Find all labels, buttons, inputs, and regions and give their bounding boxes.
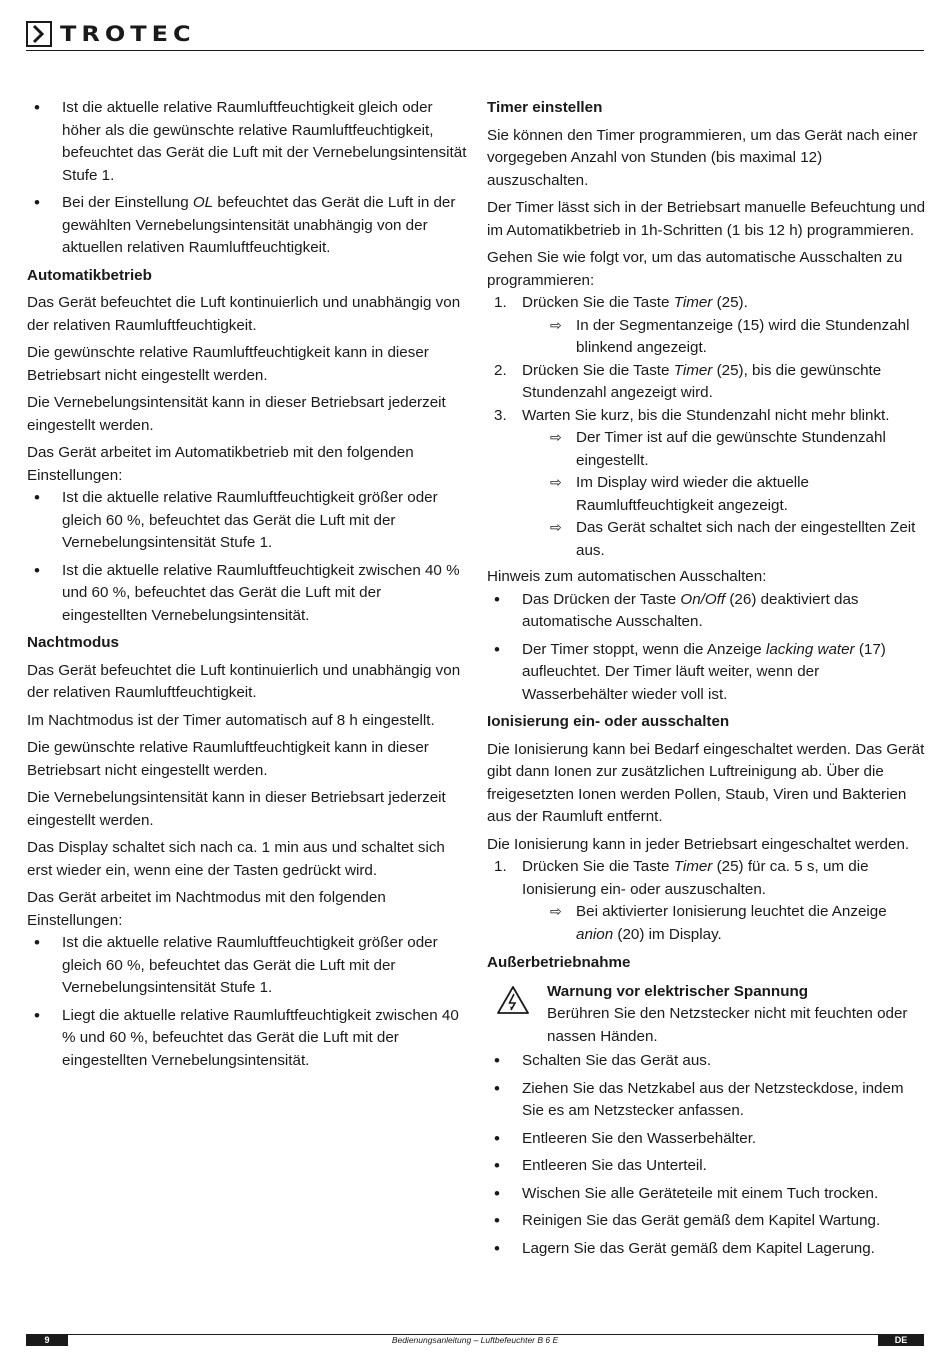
shutdown-bullet-list bbox=[487, 1050, 927, 1260]
logo-chevron-icon bbox=[26, 21, 52, 47]
list-item: • Ziehen Sie das Netzkabel aus der Netzsteckdose, indem Sie es am Netzstecker anfassen. bbox=[487, 1078, 927, 1123]
list-item: • Ist die aktuelle relative Raumluftfeuchtigkeit zwischen 40 % und 60 %, befeuchtet das Gerät die Luft mit der eingestellten Vernebelungsintensität. bbox=[27, 560, 467, 628]
automatik-bullet-list bbox=[27, 487, 467, 627]
result-arrow-icon: ⇨ bbox=[550, 520, 562, 536]
step-result: ⇨ Im Display wird wieder die aktuelle Raumluftfeuchtigkeit angezeigt. bbox=[550, 474, 809, 514]
timer-note-list bbox=[487, 589, 927, 707]
list-item: • Reinigen Sie das Gerät gemäß dem Kapitel Wartung. bbox=[487, 1210, 927, 1233]
paragraph: Das Gerät arbeitet im Automatikbetrieb mit den folgenden Einstellungen: bbox=[27, 444, 414, 484]
result-arrow-icon: ⇨ bbox=[550, 317, 562, 334]
intro-bullet-list bbox=[27, 97, 467, 260]
warning-title: Warnung vor elektrischer Spannung bbox=[547, 982, 809, 1000]
list-item: • Entleeren Sie den Wasserbehälter. bbox=[487, 1128, 927, 1151]
step-result: ⇨ Bei aktivierter Ionisierung leuchtet die Anzeige anion (20) im Display. bbox=[550, 903, 887, 943]
paragraph: Die gewünschte relative Raumluftfeuchtigkeit kann in dieser Betriebsart nicht eingestellt werden. bbox=[27, 344, 429, 384]
paragraph: Die Ionisierung kann in jeder Betriebsart eingeschaltet werden. bbox=[487, 835, 910, 853]
page-footer bbox=[26, 1334, 924, 1346]
right-column bbox=[487, 97, 927, 1265]
paragraph: Im Nachtmodus ist der Timer automatisch auf 8 h eingestellt. bbox=[27, 711, 435, 729]
section-heading-automatik: Automatikbetrieb bbox=[27, 266, 152, 284]
paragraph: Das Gerät arbeitet im Nachtmodus mit den folgenden Einstellungen: bbox=[27, 889, 386, 929]
paragraph: Hinweis zum automatischen Ausschalten: bbox=[487, 568, 767, 585]
list-item: • Schalten Sie das Gerät aus. bbox=[487, 1050, 927, 1073]
footer-title: Bedienungsanleitung – Luftbefeuchter B 6 E bbox=[391, 1335, 559, 1345]
list-item: • Ist die aktuelle relative Raumluftfeuchtigkeit größer oder gleich 60 %, befeuchtet das Gerät die Luft mit der Vernebelungsintensität Stufe 1. bbox=[27, 487, 467, 555]
paragraph: Die gewünschte relative Raumluftfeuchtigkeit kann in dieser Betriebsart nicht eingestellt werden. bbox=[27, 739, 429, 779]
section-heading-ionisierung: Ionisierung ein- oder ausschalten bbox=[487, 713, 730, 730]
header-rule bbox=[26, 50, 924, 51]
step-result: ⇨ Der Timer ist auf die gewünschte Stundenzahl eingestellt. bbox=[550, 429, 886, 469]
result-arrow-icon: ⇨ bbox=[550, 904, 562, 920]
paragraph: Sie können den Timer programmieren, um das Gerät nach einer vorgegeben Anzahl von Stunden (bis maximal 12) auszuschalten. bbox=[487, 126, 918, 189]
step-item: 2. Drücken Sie die Taste Timer (25), bis die gewünschte Stundenzahl angezeigt wird. bbox=[494, 361, 882, 401]
list-item: • Das Drücken der Taste On/Off (26) deaktiviert das automatische Ausschalten. bbox=[487, 589, 927, 634]
paragraph: Das Display schaltet sich nach ca. 1 min aus und schaltet sich erst wieder ein, wenn eine der Tasten gedrückt wird. bbox=[27, 839, 445, 879]
list-item: • Der Timer stoppt, wenn die Anzeige lacking water (17) aufleuchtet. Der Timer läuft weiter, wenn der Wasserbehälter wieder voll ist. bbox=[487, 639, 927, 707]
timer-steps bbox=[487, 292, 927, 562]
paragraph: Die Ionisierung kann bei Bedarf eingeschaltet werden. Das Gerät gibt dann Ionen zur zusätzlichen Luftreinigung ab. Über die freigesetzten Ionen werden Pollen, Staub, Viren und Bakterien aus der Raumluft entfernt. bbox=[487, 740, 925, 825]
warning-box bbox=[487, 981, 927, 1049]
paragraph: Die Vernebelungsintensität kann in dieser Betriebsart jederzeit eingestellt werden. bbox=[27, 789, 446, 829]
paragraph: Die Vernebelungsintensität kann in dieser Betriebsart jederzeit eingestellt werden. bbox=[27, 394, 446, 434]
left-column bbox=[27, 97, 467, 1077]
section-heading-nachtmodus: Nachtmodus bbox=[27, 634, 119, 651]
logo-text: TROTEC bbox=[60, 21, 196, 47]
list-item: • Wischen Sie alle Geräteteile mit einem Tuch trocken. bbox=[487, 1183, 927, 1206]
paragraph: Gehen Sie wie folgt vor, um das automatische Ausschalten zu programmieren: bbox=[487, 249, 903, 289]
section-heading-timer: Timer einstellen bbox=[487, 99, 603, 116]
electric-warning-icon bbox=[496, 985, 530, 1015]
warning-text: Berühren Sie den Netzstecker nicht mit feuchten oder nassen Händen. bbox=[547, 1005, 908, 1045]
paragraph: Das Gerät befeuchtet die Luft kontinuierlich und unabhängig von der relativen Raumluftfeuchtigkeit. bbox=[27, 661, 461, 701]
list-item: • Ist die aktuelle relative Raumluftfeuchtigkeit größer oder gleich 60 %, befeuchtet das Gerät die Luft mit der Vernebelungsintensität Stufe 1. bbox=[27, 932, 467, 1000]
step-item: 3. Warten Sie kurz, bis die Stundenzahl nicht mehr blinkt. ⇨ Der Timer ist auf die gewünschte Stundenzahl eingestellt. ⇨ Im Display wird wieder die aktuelle Raumluftfeuchtigkeit angezeigt. ⇨ Das Gerät schaltet sich nach der eingestellten Zeit aus. bbox=[487, 405, 927, 563]
step-item: 1. Drücken Sie die Taste Timer (25) für ca. 5 s, um die Ionisierung ein- oder auszuschalten. ⇨ Bei aktivierter Ionisierung leuchtet die Anzeige anion (20) im Display. bbox=[487, 856, 927, 946]
list-item: • Liegt die aktuelle relative Raumluftfeuchtigkeit zwischen 40 % und 60 %, befeuchtet das Gerät die Luft mit der eingestellten Vernebelungsintensität. bbox=[27, 1005, 467, 1073]
step-result: ⇨ In der Segmentanzeige (15) wird die Stundenzahl blinkend angezeigt. bbox=[550, 316, 910, 356]
page-header bbox=[26, 20, 924, 54]
language-badge: DE bbox=[878, 1335, 924, 1346]
paragraph: Das Gerät befeuchtet die Luft kontinuierlich und unabhängig von der relativen Raumluftfeuchtigkeit. bbox=[27, 294, 461, 334]
nachtmodus-bullet-list bbox=[27, 932, 467, 1072]
trotec-logo bbox=[26, 20, 196, 48]
list-item: • Bei der Einstellung OL befeuchtet das Gerät die Luft in der gewählten Vernebelungsintensität unabhängig von der aktuellen relativen Raumluftfeuchtigkeit. bbox=[27, 192, 467, 260]
list-item: • Lagern Sie das Gerät gemäß dem Kapitel Lagerung. bbox=[487, 1238, 927, 1261]
paragraph: Der Timer lässt sich in der Betriebsart manuelle Befeuchtung und im Automatikbetrieb in 1h-Schritten (1 bis 12 h) programmieren. bbox=[487, 199, 926, 239]
list-item: • Entleeren Sie das Unterteil. bbox=[487, 1155, 927, 1178]
step-item: 1. Drücken Sie die Taste Timer (25). ⇨ In der Segmentanzeige (15) wird die Stundenzahl blinkend angezeigt. bbox=[487, 292, 927, 360]
step-result: ⇨ Das Gerät schaltet sich nach der eingestellten Zeit aus. bbox=[550, 519, 916, 559]
list-item: • Ist die aktuelle relative Raumluftfeuchtigkeit gleich oder höher als die gewünschte relative Raumluftfeuchtigkeit, befeuchtet das Gerät die Luft mit der Vernebelungsintensität Stufe 1. bbox=[27, 97, 467, 187]
result-arrow-icon: ⇨ bbox=[550, 475, 562, 491]
result-arrow-icon: ⇨ bbox=[550, 430, 562, 446]
section-heading-ausserbetriebnahme: Außerbetriebnahme bbox=[487, 954, 631, 971]
ionisierung-steps bbox=[487, 856, 927, 946]
page-number: 9 bbox=[26, 1335, 68, 1346]
